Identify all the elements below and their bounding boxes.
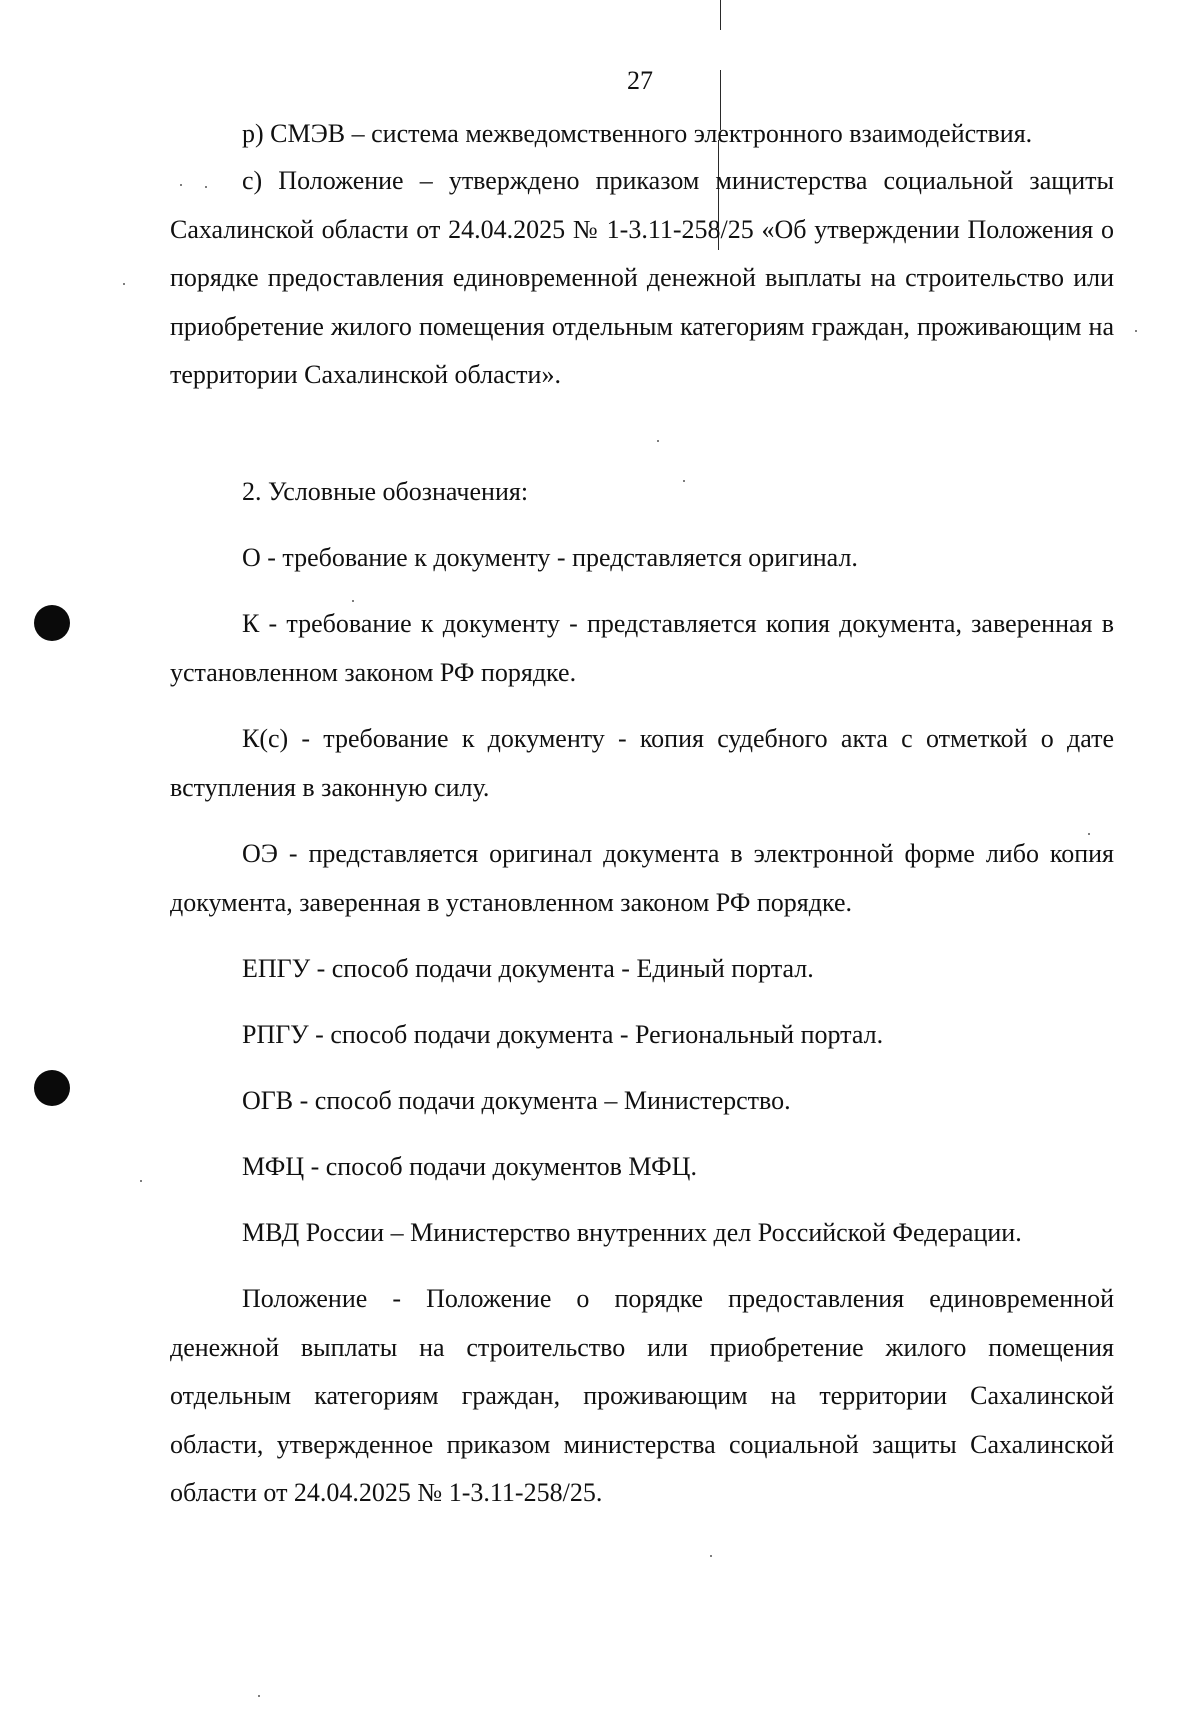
- legend-item-mvd: МВД России – Министерство внутренних дел Российской Федерации.: [242, 1218, 1022, 1247]
- hole-punch-mark: [34, 1070, 70, 1106]
- legend-item-epgu: ЕПГУ - способ подачи документа - Единый портал.: [242, 954, 814, 983]
- hole-punch-mark: [34, 605, 70, 641]
- scan-speck: [140, 1180, 142, 1182]
- page-number: 27: [627, 66, 653, 95]
- definition-polozhenie-order: с) Положение – утверждено приказом министерства социальной защиты Сахалинской области от 24.04.2025 № 1-3.11-258/25 «Об утверждении Положения о порядке предоставления единовременной денежной выплаты на строительство или приобретение жилого помещения отдельным категориям граждан, проживающим на территории Сахалинской области».: [170, 166, 1114, 389]
- scan-speck: [657, 440, 659, 442]
- legend-item-mfc: МФЦ - способ подачи документов МФЦ.: [242, 1152, 697, 1181]
- definition-smev: р) СМЭВ – система межведомственного электронного взаимодействия.: [242, 119, 1033, 148]
- section-heading-legend: 2. Условные обозначения:: [242, 477, 529, 506]
- legend-item-copy: К - требование к документу - представляется копия документа, заверенная в установленном законом РФ порядке.: [170, 609, 1114, 687]
- legend-item-rpgu: РПГУ - способ подачи документа - Региональный портал.: [242, 1020, 884, 1049]
- legend-item-ogv: ОГВ - способ подачи документа – Министерство.: [242, 1086, 791, 1115]
- scan-speck: [123, 283, 125, 285]
- scan-fold-line: [720, 0, 721, 30]
- scan-speck: [710, 1555, 712, 1557]
- legend-item-electronic: ОЭ - представляется оригинал документа в электронной форме либо копия документа, заверенная в установленном законом РФ порядке.: [170, 839, 1114, 917]
- legend-item-polozhenie: Положение - Положение о порядке предоставления единовременной денежной выплаты на строительство или приобретение жилого помещения отдельным категориям граждан, проживающим на территории Сахалинской области, утвержденное приказом министерства социальной защиты Сахалинской области от 24.04.2025 № 1-3.11-258/25.: [170, 1284, 1114, 1507]
- legend-item-court-act: К(с) - требование к документу - копия судебного акта с отметкой о дате вступления в законную силу.: [170, 724, 1114, 802]
- legend-item-original: О - требование к документу - представляется оригинал.: [242, 543, 858, 572]
- scan-speck: [1135, 330, 1137, 332]
- scan-speck: [258, 1695, 260, 1697]
